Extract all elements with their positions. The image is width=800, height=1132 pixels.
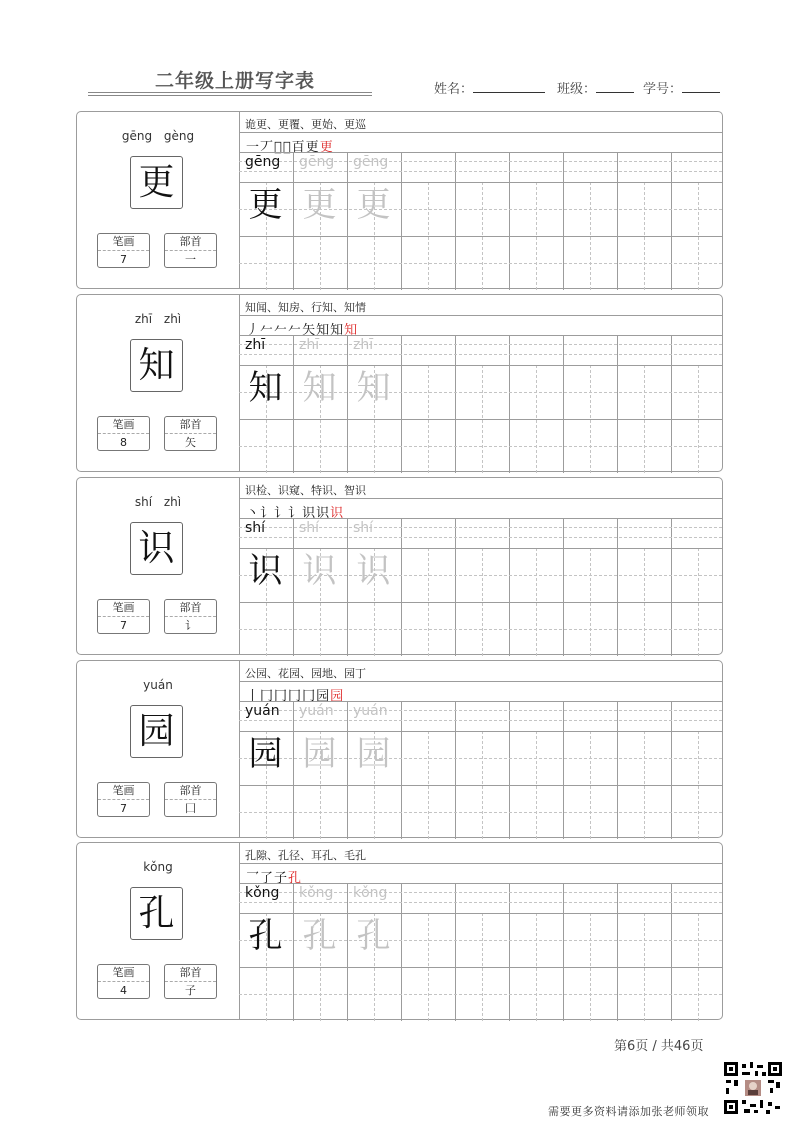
- pinyin-sample: gēng: [245, 154, 281, 170]
- stroke-step: 丆: [260, 140, 275, 155]
- stroke-step: 丨: [246, 689, 261, 704]
- stroke-step: 子: [274, 871, 289, 886]
- stroke-count-value: 7: [120, 619, 127, 632]
- radical-value: 囗: [185, 802, 196, 815]
- stroke-count-box: [97, 599, 150, 634]
- practice-grid[interactable]: [239, 701, 722, 839]
- stroke-count-label: 笔画: [98, 783, 149, 800]
- char-pinyin: kǒng: [143, 860, 173, 874]
- char-sample: 知: [248, 368, 283, 408]
- stroke-step: 冂: [288, 689, 303, 704]
- char-trace: 识: [302, 551, 337, 591]
- page-number: 第6页 / 共46页: [614, 1039, 704, 1054]
- stroke-step: 𠀆: [282, 140, 292, 155]
- radical-label: 部首: [165, 965, 216, 982]
- stroke-step: 丶: [246, 506, 261, 521]
- char-info-panel: [77, 295, 240, 471]
- stroke-step: 𠀆: [274, 140, 283, 155]
- stroke-step: 讠: [288, 506, 303, 521]
- stroke-count-label: 笔画: [98, 417, 149, 434]
- char-trace: 园: [356, 734, 391, 774]
- char-trace: 更: [356, 185, 391, 225]
- pinyin-trace: kǒng: [353, 885, 388, 901]
- example-words: 诡更、更覆、更始、更巡: [245, 118, 366, 131]
- pinyin-sample: yuán: [245, 703, 280, 719]
- stroke-count-label: 笔画: [98, 234, 149, 251]
- char-display: 知: [130, 339, 183, 392]
- practice-panel: [239, 478, 722, 654]
- char-info-panel: [77, 478, 240, 654]
- promo-text: 需要更多资料请添加张老师领取: [548, 1105, 709, 1118]
- pinyin-sample: shí: [245, 520, 266, 536]
- pinyin-sample: kǒng: [245, 885, 280, 901]
- class-field[interactable]: [557, 78, 634, 97]
- pinyin-trace: yuán: [299, 703, 334, 719]
- stroke-step-final: 园: [330, 689, 345, 704]
- char-pinyin: zhī zhì: [134, 312, 182, 326]
- pinyin-trace: zhī: [299, 337, 320, 353]
- char-pinyin: gēng gèng: [121, 129, 195, 143]
- stroke-step: 冂: [274, 689, 289, 704]
- radical-box: [164, 416, 217, 451]
- practice-grid[interactable]: [239, 518, 722, 656]
- example-words: 知闻、知房、行知、知情: [245, 301, 366, 314]
- radical-label: 部首: [165, 783, 216, 800]
- title-underline: [88, 92, 372, 93]
- char-display: 更: [130, 156, 183, 209]
- char-trace: 知: [356, 368, 391, 408]
- character-card: [76, 842, 723, 1020]
- radical-label: 部首: [165, 600, 216, 617]
- stroke-step: 乛: [246, 871, 261, 886]
- char-trace: 孔: [302, 916, 337, 956]
- char-display: 园: [130, 705, 183, 758]
- radical-value: 讠: [185, 619, 196, 632]
- character-card: [76, 660, 723, 838]
- character-card: [76, 477, 723, 655]
- class-blank[interactable]: [596, 80, 634, 93]
- qr-code-icon: [724, 1062, 782, 1114]
- character-card: [76, 294, 723, 472]
- stroke-step: 知: [330, 323, 345, 338]
- char-sample: 园: [248, 734, 283, 774]
- page-title: 二年级上册写字表: [155, 70, 316, 92]
- stroke-step-final: 知: [344, 323, 359, 338]
- stroke-step: 了: [260, 871, 275, 886]
- stroke-count-box: [97, 416, 150, 451]
- stroke-count-value: 8: [120, 436, 127, 449]
- pinyin-trace: kǒng: [299, 885, 334, 901]
- stroke-step: 丿: [246, 323, 261, 338]
- char-info-panel: [77, 112, 240, 288]
- pinyin-trace: gēng: [353, 154, 389, 170]
- stroke-step: 识: [316, 506, 331, 521]
- pinyin-trace: yuán: [353, 703, 388, 719]
- practice-grid[interactable]: [239, 883, 722, 1021]
- stroke-count-box: [97, 964, 150, 999]
- example-words: 公园、花园、园地、园丁: [245, 667, 366, 680]
- stroke-step: 讠: [274, 506, 289, 521]
- stroke-step: 矢: [302, 323, 317, 338]
- practice-panel: [239, 112, 722, 288]
- name-field[interactable]: [434, 78, 545, 97]
- title-underline-2: [88, 95, 372, 96]
- stroke-step: 更: [305, 140, 320, 155]
- char-sample: 识: [248, 551, 283, 591]
- practice-panel: [239, 661, 722, 837]
- name-blank[interactable]: [473, 80, 545, 93]
- stroke-step: 冂: [302, 689, 317, 704]
- radical-box: [164, 599, 217, 634]
- stroke-step: 𠂉: [260, 323, 275, 338]
- stroke-step: 冂: [260, 689, 275, 704]
- practice-panel: [239, 295, 722, 471]
- id-label: 学号：: [643, 82, 683, 97]
- stroke-step-final: 更: [319, 140, 334, 155]
- example-words: 识检、识窥、特识、智识: [245, 484, 366, 497]
- pinyin-trace: zhī: [353, 337, 374, 353]
- stroke-step-final: 孔: [288, 871, 303, 886]
- stroke-step: 𠂉: [274, 323, 289, 338]
- radical-value: 矢: [185, 436, 196, 449]
- char-info-panel: [77, 661, 240, 837]
- stroke-count-box: [97, 782, 150, 817]
- pinyin-sample: zhī: [245, 337, 266, 353]
- stroke-count-label: 笔画: [98, 600, 149, 617]
- char-trace: 识: [356, 551, 391, 591]
- stroke-step: 知: [316, 323, 331, 338]
- stroke-step: 一: [246, 140, 261, 155]
- stroke-step: 讠: [260, 506, 275, 521]
- example-words: 孔隙、孔径、耳孔、毛孔: [245, 849, 366, 862]
- name-label: 姓名：: [434, 82, 474, 97]
- pinyin-trace: shí: [299, 520, 320, 536]
- char-trace: 孔: [356, 916, 391, 956]
- pinyin-trace: gēng: [299, 154, 335, 170]
- practice-panel: [239, 843, 722, 1019]
- stroke-count-value: 4: [120, 984, 127, 997]
- stroke-step: 识: [302, 506, 317, 521]
- stroke-step-final: 识: [330, 506, 345, 521]
- stroke-count-label: 笔画: [98, 965, 149, 982]
- stroke-step: 百: [291, 140, 306, 155]
- stroke-count-value: 7: [120, 802, 127, 815]
- radical-value: 一: [185, 253, 196, 266]
- stroke-step: 𠂉: [288, 323, 303, 338]
- char-trace: 园: [302, 734, 337, 774]
- stroke-step: 园: [316, 689, 331, 704]
- radical-box: [164, 782, 217, 817]
- class-label: 班级：: [557, 82, 597, 97]
- radical-label: 部首: [165, 417, 216, 434]
- char-trace: 更: [302, 185, 337, 225]
- radical-label: 部首: [165, 234, 216, 251]
- char-pinyin: yuán: [143, 678, 173, 692]
- id-blank[interactable]: [682, 80, 720, 93]
- char-trace: 知: [302, 368, 337, 408]
- id-field[interactable]: [643, 78, 720, 97]
- char-sample: 孔: [248, 916, 283, 956]
- practice-grid[interactable]: [239, 335, 722, 473]
- stroke-count-box: [97, 233, 150, 268]
- radical-box: [164, 964, 217, 999]
- radical-box: [164, 233, 217, 268]
- pinyin-trace: shí: [353, 520, 374, 536]
- char-info-panel: [77, 843, 240, 1019]
- practice-grid[interactable]: [239, 152, 722, 290]
- char-display: 孔: [130, 887, 183, 940]
- char-sample: 更: [248, 185, 283, 225]
- char-display: 识: [130, 522, 183, 575]
- stroke-count-value: 7: [120, 253, 127, 266]
- character-card: [76, 111, 723, 289]
- char-pinyin: shí zhì: [134, 495, 182, 509]
- radical-value: 子: [185, 984, 196, 997]
